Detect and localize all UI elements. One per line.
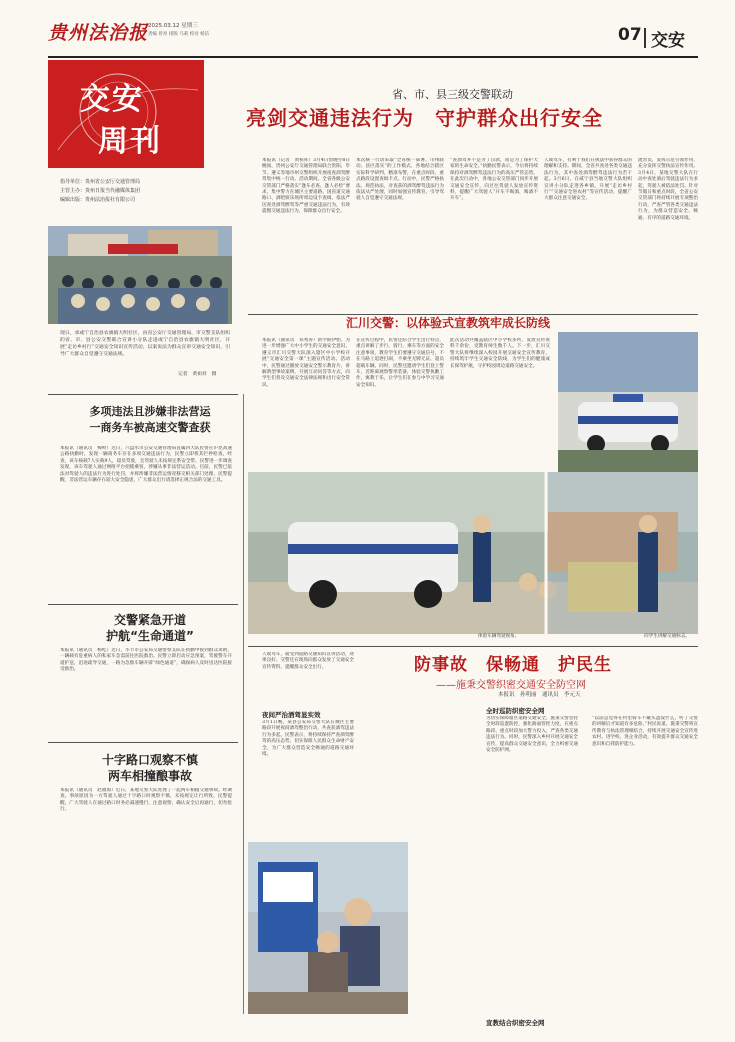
bottom-left-intro: 人或驾车，就受到道路交通知识宣讲活动，效果良好。交警还在现场向群众发放了交通安全宣传资料，提醒群众安全出行。 [262,652,354,670]
top-photo-caption: 现日，承或宁自治县农旗镇大明社区，由省公安厅交通管理局、市交警支队组织的省、市、县公安交警联合宣讲小分队走进或宁自治县农旗镇大明社区，开展“走访乡村行”交通安全知识宣传活动，以案说法为群众宣讲交通安全知识，引导广大群众自觉遵守交通法规。 [60,331,230,357]
page-number: 07 [618,25,642,45]
left-divider-3 [48,742,238,743]
issue-date: 2025.03.12 星期三 [148,23,198,29]
bottom-divider [248,646,698,647]
top-story-photo [48,226,232,324]
left-story-3-text: 本报讯（通讯员 赵福海）近日，某地交警大队处理了一起两车相撞交通事故。经调查，事故原因为一方驾驶人通过十字路口时观察不慎、未按规定让行所致。民警提醒，广大驾驶人在通过路口时务必减速慢行，注意观察，确认安全后再通行，切勿抢行。 [60,788,232,813]
credits [60,178,230,205]
bottom-right-section1-text: 为切实保障辖区道路交通安全，施秉交警坚持全时段巡逻防控，强化路面管控力度，在重点路段、重点时段加大警力投入，严查各类交通违法行为。同时，民警深入乡村开展交通安全宣传，提高群众交通安全意识，全力织密交通安全防护网。 [486,716,578,754]
top-story-col-3: “查酒驾并不是为了罚款，而是为了保护大家的生命安全。”执勤民警表示，今后将持续保持对酒驾醉驾违法行为的高压严管态势。在此次行动中，各地公安交管部门同步开展交通安全宣传，向过往驾驶人发放宣传资料，提醒广大驾驶人“开车不喝酒，喝酒不开车”。 [450,158,538,202]
section-title: 交安 [651,31,685,51]
left-story-2-headline: 交警紧急开道 护航“生命通道” [106,613,194,643]
paper-name: 贵州法治报 [48,22,149,44]
top-story-col-5: 流害员，发挥示范引领作用，充分发挥交警执法宣传作用。3月4日，某地交警大队在行动中查处酒后驾驶违法行为多起，驾驶人被依法处罚。针对节假日和重点时段，全省公安交管部门将持续开展专项整治行动，严查严管各类交通违法行为，为群众营造安全、畅通、有序的道路交通环境。 [638,158,698,221]
top-photo-credit: 记者 黄祖祥 摄 [178,372,217,377]
top-story-headline: 亮剑交通违法行为 守护群众出行安全 [246,106,603,130]
bottom-photo-left [248,842,408,1014]
middle-story-col-2: 在宣传过程中，民警还结合学生出行特点，重点讲解了步行、骑行、乘车等方面的安全注意事项，教育学生们要遵守交通信号，不在马路上追逐打闹，不乘坐无牌无证、超员超载车辆。同时，民警还邀请学生们登上警车，近距离观察警用装备，体验交警执勤工作，寓教于乐，让学生们在参与中学习交通安全知识。 [356,338,444,388]
middle-caption-left: 体验车辆驾驶视角。 [478,634,520,639]
left-story-1-headline: 多项违法且涉嫌非法营运 一商务车被高速交警查获 [89,405,211,434]
editor-line: 责编 曾亮 排版 马莉 校对 杨洁 [148,32,210,37]
logo-text-top: 交安 [80,82,144,117]
middle-story-col-3: 此次活动共覆盖辖区中小学校多所，发放宣传资料千余份，受教育师生数千人。下一步，汇川交警大队将继续深入校园开展交通安全宣传教育，持续筑牢学生交通安全防线，为学生们的健康成长保驾护航，守护校园周边道路交通安全。 [450,338,550,369]
left-story-1-text: 本报讯（通讯员 梅岭）近日，六盘水市公安交通管理局直属四大队民警在沪昆高速公路执勤时，发现一辆商务车存在多项交通违法行为，民警立即将其拦停检查。经查，该车核载7人实载9人，超员驾驶，且驾驶人未按规定系安全带。民警进一步调查发现，该车驾驶人通过网络平台招揽乘客，涉嫌从事非法营运活动。目前，民警已依法对驾驶人的违法行为进行处罚，并将涉嫌非法营运情况移交相关部门处理。民警提醒，非法营运车辆存在较大安全隐患，广大群众出行请选择正规合法的交通工具。 [60,446,232,484]
bottom-left-subhead: 夜间严治酒驾显实效 [262,711,321,719]
divider-vertical [644,28,646,48]
top-story-kicker: 省、市、县三级交警联动 [392,88,513,101]
bottom-right-byline: 本报讯 孙明丽 通讯员 李元天 [498,692,581,698]
bottom-right-section1-title: 全时巡防织密安全网 [486,707,545,715]
middle-photo-right-top [558,332,698,472]
left-vertical-divider [243,394,244,1014]
bottom-right-subhead: ——施秉交警织密交通安全防空网 [436,680,586,691]
credit-guide: 指导单位：贵州省公安厅交通管理局 [60,179,141,185]
bottom-left-text: 3月1日晚，某县公安局交警大队在城区主要路段开展夜间酒驾整治行动，共查获酒驾违法行为多起。民警表示，将持续保持严查酒驾醉驾的高压态势，切实保障人民群众生命财产安全，为广大群众营造安全畅通的道路交通环境。 [262,720,354,758]
column-logo [48,60,204,168]
middle-caption-right: 向学生讲解交通标志。 [644,634,690,639]
masthead-rule [48,56,698,58]
bottom-right-section2-title: 宣教结合织密安全网 [486,1019,545,1027]
top-story-col-1: 本报讯（记者 黄祖祥）3月4日傍晚至8日晚间，贵州公安厅交通管理局联合贵阳、毕节、遵义等地市州交警组织开展夜查酒驾醉驾集中统一行动。活动期间，全省各级公安交管部门严格落实“逢车必查、逢人必检”要求，集中警力在城区主要道路、国省道交通路口、酒吧娱乐场所周边设卡查缉，依法严厉查处酒驾醉驾等严重交通违法行为，有效震慑交通违法行为，保障群众出行安全。 [262,158,350,215]
middle-photo-large [248,472,698,634]
logo-text-bottom: 周刊 [98,124,162,159]
credit-editor: 编辑出版：贵州法治报社有限公司 [60,197,136,203]
top-story-col-2: 本次统一行动采取“全省统一部署、市州联动、县区落实”的工作模式，各地结合辖区实际科学研判，精准布警，在重点时段、重点路段设置查缉卡点。行动中，民警严格执法、规范执法，对查获的酒驾醉驾违法行为依法从严处理，同时加强宣传教育，引导驾驶人自觉遵守交通法规。 [356,158,444,202]
masthead [0,0,735,60]
middle-story-col-1: 本报讯（通讯员 邓秀涛）新学期伊始，为进一步增强广大中小学生的交通安全意识，遵义市汇川交警大队深入辖区中小学校开展“交通安全第一课”主题宣传活动。活动中，民警通过播放交通安全警示教育片、讲解典型事故案例、开展互动问答等方式，向学生们普及交通安全法律法规和出行安全常识。 [262,338,350,388]
bottom-right-headline: 防事故 保畅通 护民生 [414,655,612,675]
left-divider-1 [48,394,238,395]
middle-story-headline: 汇川交警：以体验式宣教筑牢成长防线 [346,316,551,330]
left-divider-2 [48,604,238,605]
bottom-right-section2-text: “以前总觉得在村里骑车不戴头盔没什么，听了交警的讲解后才知道有多危险。”村民说道。施秉交警将宣传教育与执法管理相结合，持续开展交通安全宣传进农村、进学校、进企业活动，有效提升群众交通安全意识和自我防护能力。 [592,716,698,747]
left-story-2-text: 本报讯（通讯员 杨屹）近日，毕节市公安局交通警察支队在执勤中接到群众求助，一辆载有危重病人的私家车急需前往医院救治。民警立即启动应急预案，驾驶警车开道护送，沿途疏导交通，一路为急救车辆开辟“绿色通道”，确保病人及时送达医院接受救治。 [60,648,232,673]
credit-host: 主管主办：贵州日报当代融媒体集团 [60,188,141,194]
top-story-col-4: 人或驾车，有利于我们在执法中获得群众的理解和支持。期间，全省共查处各类交通违法行为，其中查处酒驾醉驾违法行为若干起。3月6日，在威宁县当地交警大队组织宣讲小分队走进各乡镇，开展“走访乡村行”“交通安全进农村”等宣传活动，提醒广大群众注意交通安全。 [544,158,632,202]
left-story-3-headline: 十字路口观察不慎 两车相撞酿事故 [101,753,198,783]
